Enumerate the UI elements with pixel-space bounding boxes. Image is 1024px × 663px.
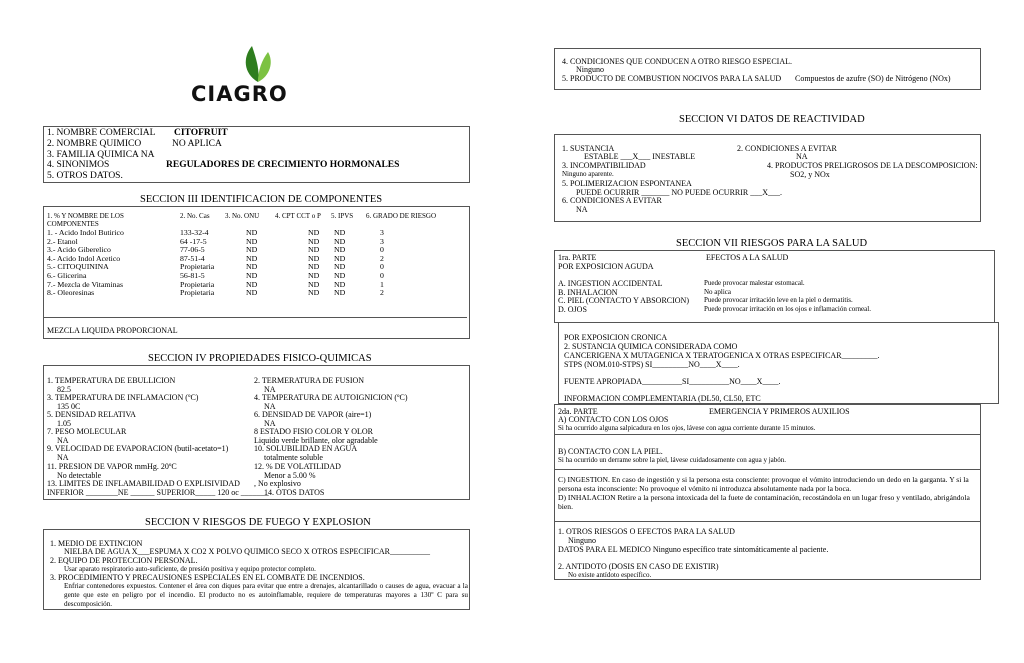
- polimerizacion-label: 5. POLIMERIZACION ESPONTANEA: [562, 179, 692, 188]
- section3-footer: MEZCLA LIQUIDA PROPORCIONAL: [47, 326, 178, 335]
- property-text: 7. PESO MOLECULAR: [47, 427, 127, 436]
- productos-descomposicion-label: 4. PRODUCTOS PRELIGROSOS DE LA DESCOMPOSICION:: [767, 161, 978, 170]
- component-cell: 5.- CITOQUININA: [47, 262, 109, 272]
- component-cell: ND: [246, 262, 258, 272]
- section3-title: SECCION III IDENTIFICACION DE COMPONENTES: [140, 194, 383, 205]
- property-text: INFERIOR ________NE ______ SUPERIOR_____ 120 oc _______: [47, 488, 269, 497]
- contacto-piel: B) CONTACTO CON LA PIEL.: [558, 447, 663, 456]
- procedimiento-text: Enfriar contenedores expuestos. Contener el área con diques para evitar que entre a drenajes, alcantarillado o causes de agua, evacuar a la gente que este en peligro por el incendio. El producto no es autoinflamable, requiere de temperaturas mayores a 130º C para su descomposición.: [64, 582, 468, 608]
- otros-riesgos: 1. OTROS RIESGOS O EFECTOS PARA LA SALUD: [558, 527, 735, 536]
- nombre-comercial-value: CITOFRUIT: [174, 128, 228, 138]
- informacion-complementaria: INFORMACION COMPLEMENTARIA (DL50, CL50, ETC: [564, 394, 761, 403]
- contacto-ojos-text: Si ha ocurrido alguna salpicadura en los ojos, lávese con agua corriente durante 15 minutos.: [558, 424, 816, 432]
- effect-description: No aplica: [704, 287, 732, 296]
- incompatibilidad-label: 3. INCOMPATIBILIDAD: [562, 161, 646, 170]
- component-cell: 2.- Etanol: [47, 236, 78, 246]
- component-cell: ND: [246, 288, 258, 298]
- component-row: [47, 289, 400, 298]
- component-cell: ND: [334, 228, 346, 237]
- property-text: No detectable: [57, 471, 102, 480]
- section4-title: SECCION IV PROPIEDADES FISICO-QUIMICAS: [148, 353, 372, 364]
- components-table: [47, 229, 400, 298]
- sustancia-considerada: 2. SUSTANCIA QUIMICA CONSIDERADA COMO: [564, 342, 738, 351]
- nombre-comercial-label: 1. NOMBRE COMERCIAL: [47, 128, 156, 138]
- component-cell: 1: [380, 279, 384, 289]
- component-row: [47, 281, 400, 290]
- nombre-quimico-label: 2. NOMBRE QUIMICO: [47, 139, 142, 149]
- contacto-ojos: A) CONTACTO CON LOS OJOS: [558, 415, 669, 424]
- component-cell: ND: [308, 262, 320, 272]
- inhalacion-text: D) INHALACION Retire a la persona intoxicada del la fuete de contaminación, recostándola en un lugar freso y ventilado, abrigándola bien.: [558, 493, 970, 511]
- antidoto: 2. ANTIDOTO (DOSIS EN CASO DE EXISTIR): [558, 562, 719, 571]
- productos-descomposicion-value: SO2, y NOx: [790, 170, 830, 179]
- component-cell: ND: [334, 236, 346, 246]
- component-row: [47, 229, 400, 238]
- section7-title: SECCION VII RIESGOS PARA LA SALUD: [676, 238, 868, 249]
- component-cell: 3: [380, 228, 384, 237]
- component-cell: ND: [246, 245, 258, 255]
- property-text: 8 ESTADO FISIO COLOR Y OLOR: [254, 427, 373, 436]
- component-cell: ND: [334, 253, 346, 263]
- component-cell: Propietaria: [180, 262, 215, 272]
- component-cell: ND: [308, 279, 320, 289]
- component-cell: 1. - Acido Indol Butirico: [47, 228, 124, 237]
- component-cell: ND: [246, 228, 258, 237]
- exposure-route: B. INHALACION: [558, 287, 618, 297]
- property-text: 1.05: [57, 419, 71, 428]
- component-cell: ND: [334, 288, 346, 298]
- producto-combustion: 5. PRODUCTO DE COMBUSTION NOCIVOS PARA LA SALUD: [562, 74, 782, 83]
- condiciones-riesgo-value: Ninguno: [576, 65, 604, 74]
- cancerigena-line: CANCERIGENA X MUTAGENICA X TERATOGENICA X OTRAS ESPECIFICAR_________.: [564, 351, 880, 360]
- property-text: 13. LIMITES DE INFLAMABILIDAD O EXPLISIVIDAD: [47, 479, 240, 488]
- section6-title: SECCION VI DATOS DE REACTIVIDAD: [679, 114, 865, 125]
- producto-combustion-value: Compuestos de azufre (SO) de Nitrógeno (NOx): [795, 74, 951, 83]
- equipo-proteccion-text: Usar aparato respiratorio auto-suficiente, de presión positiva y equipo protector completo.: [64, 565, 316, 573]
- property-text: Menor a 5.00 %: [264, 471, 316, 480]
- datos-medico: DATOS PARA EL MEDICO Ninguno específico trate sintomáticamente al paciente.: [558, 545, 829, 554]
- property-text: 135 0C: [57, 402, 81, 411]
- sustancia-label: 1. SUSTANCIA: [562, 144, 615, 153]
- header-ipvs: 5. IPVS: [331, 212, 354, 220]
- component-cell: ND: [334, 279, 346, 289]
- property-text: 3. TEMPERATURA DE INFLAMACION (ºC): [47, 393, 199, 402]
- section5-title: SECCION V RIESGOS DE FUEGO Y EXPLOSION: [145, 517, 371, 528]
- part1-heading: EFECTOS A LA SALUD: [706, 253, 789, 262]
- property-text: , No explosivo: [254, 479, 301, 488]
- property-text: 9. VELOCIDAD DE EVAPORACION (butil-acetato=1): [47, 444, 229, 453]
- part1-label: 1ra. PARTE: [558, 253, 597, 262]
- property-text: 14. OTOS DATOS: [264, 488, 325, 497]
- component-cell: 77-06-5: [180, 245, 205, 255]
- part2-label: 2da. PARTE: [558, 407, 598, 416]
- component-cell: ND: [334, 262, 346, 272]
- familia-quimica-label: 3. FAMILIA QUIMICA NA: [47, 150, 155, 160]
- effect-description: Puede provocar malestar estomacal.: [704, 279, 805, 287]
- property-text: 82.5: [57, 385, 71, 394]
- condiciones-evitar-value: NA: [796, 152, 808, 161]
- component-cell: 3.- Acido Giberelico: [47, 245, 111, 255]
- extinguishers: NIELBA DE AGUA X___ESPUMA X CO2 X POLVO QUIMICO SECO X OTROS ESPECIFICAR__________: [64, 547, 430, 556]
- component-cell: ND: [334, 245, 346, 255]
- property-text: NA: [57, 453, 69, 462]
- otros-datos-label: 5. OTROS DATOS.: [47, 171, 123, 181]
- special-risk-box: [554, 48, 981, 90]
- sinonimos-value: REGULADORES DE CRECIMIENTO HORMONALES: [166, 160, 400, 170]
- condiciones-evitar2-value: NA: [576, 205, 588, 214]
- header-cas: 2. No. Cas: [180, 212, 210, 220]
- component-cell: ND: [246, 279, 258, 289]
- property-text: 5. DENSIDAD RELATIVA: [47, 410, 136, 419]
- component-cell: 133-32-4: [180, 228, 209, 237]
- antidoto-value: No existe antídoto específico.: [568, 571, 652, 579]
- condiciones-evitar2-label: 6. CONDICIONES A EVITAR: [562, 196, 662, 205]
- property-text: totalmente soluble: [264, 453, 323, 462]
- property-text: 10. SOLUBILIDAD EN AGUA: [254, 444, 358, 453]
- sustancia-value: ESTABLE ___X___ INESTABLE: [584, 152, 696, 161]
- exposicion-cronica: POR EXPOSICION CRONICA: [564, 333, 668, 342]
- nombre-quimico-value: NO APLICA: [172, 139, 222, 149]
- exposicion-aguda: POR EXPOSICION AGUDA: [558, 262, 654, 271]
- property-text: 12. % DE VOLATILIDAD: [254, 462, 341, 471]
- property-text: Liquido verde brillante, olor agradable: [254, 436, 378, 445]
- property-text: 6. DENSIDAD DE VAPOR (aire=1): [254, 410, 372, 419]
- effect-description: Puede provocar irritación leve en la piel o dermatitis.: [704, 296, 853, 305]
- otros-riesgos-value: Ninguno: [568, 536, 596, 545]
- medio-extincion: 1. MEDIO DE EXTINCION: [50, 539, 143, 548]
- component-cell: ND: [308, 253, 320, 263]
- property-text: 2. TERMERATURA DE FUSION: [254, 376, 365, 385]
- component-cell: 4.- Acido Indol Acetico: [47, 253, 121, 263]
- exposure-route: A. INGESTION ACCIDENTAL: [558, 279, 663, 288]
- component-cell: ND: [246, 236, 258, 246]
- procedimiento: 3. PROCEDIMIENTO Y PRECAUSIONES ESPECIALES EN EL COMBATE DE INCENDIOS.: [50, 573, 365, 582]
- property-text: 1. TEMPERATURA DE EBULLICION: [47, 376, 176, 385]
- property-text: NA: [264, 419, 276, 428]
- component-cell: ND: [308, 236, 320, 246]
- component-cell: Propietaria: [180, 288, 215, 298]
- exposure-route: D. OJOS: [558, 304, 587, 314]
- component-cell: ND: [308, 288, 320, 298]
- logo-text: CIAGRO: [191, 82, 288, 106]
- component-cell: Propietaria: [180, 279, 215, 289]
- component-cell: 2: [380, 288, 384, 298]
- component-cell: ND: [308, 228, 320, 237]
- component-cell: 64 -17-5: [180, 236, 207, 246]
- exposure-route: C. PIEL (CONTACTO Y ABSORCION): [558, 296, 689, 306]
- effect-description: Puede provocar irritación en los ojos e inflamación corneal.: [704, 304, 871, 313]
- ciagro-logo: [190, 44, 325, 106]
- ingestion-text: C) INGESTION. En caso de ingestión y si la persona esta consciente: provoque el vómito introduciendo un dedo en la garganta. Y si la persona esta inconsciente: No provoque el vómito ni introduzca absolutamente nada por la boca.: [558, 475, 969, 493]
- condiciones-evitar-label: 2. CONDICIONES A EVITAR: [737, 144, 837, 153]
- fuente-line: FUENTE APROPIADA__________SI__________NO____X____.: [564, 377, 781, 386]
- component-cell: 0: [380, 270, 384, 280]
- component-cell: 8.- Oleoresinas: [47, 288, 95, 298]
- component-cell: 6.- Glicerina: [47, 270, 87, 280]
- component-cell: ND: [246, 253, 258, 263]
- property-text: NA: [57, 436, 69, 445]
- component-cell: 0: [380, 245, 384, 255]
- component-cell: ND: [308, 245, 320, 255]
- condiciones-riesgo: 4. CONDICIONES QUE CONDUCEN A OTRO RIESGO ESPECIAL.: [562, 57, 793, 66]
- component-cell: ND: [308, 270, 320, 280]
- polimerizacion-value: PUEDE OCURRIR _______ NO PUEDE OCURRIR ___X___.: [576, 188, 783, 197]
- property-text: NA: [264, 402, 276, 411]
- component-cell: 2: [380, 253, 384, 263]
- contacto-piel-text: Si ha ocurrido un derrame sobre la piel, lávese cuidadosamente con agua y jabón.: [558, 456, 787, 464]
- property-text: NA: [264, 385, 276, 394]
- component-cell: ND: [246, 270, 258, 280]
- property-text: 4. TEMPERATURA DE AUTOIGNICION (ºC): [254, 393, 408, 402]
- header-riesgo: 6. GRADO DE RIESGO: [366, 212, 436, 220]
- component-cell: ND: [334, 270, 346, 280]
- header-components: 1. % Y NOMBRE DE LOS COMPONENTES: [47, 212, 124, 228]
- stps-line: STPS (NOM.010-STPS) SI_________NO____X____.: [564, 360, 740, 369]
- component-cell: 3: [380, 236, 384, 246]
- component-cell: 7.- Mezcla de Vitaminas: [47, 279, 124, 289]
- component-cell: 0: [380, 262, 384, 272]
- header-onu: 3. No. ONU: [225, 212, 260, 220]
- part2-heading: EMERGENCIA Y PRIMEROS AUXILIOS: [709, 407, 850, 416]
- component-cell: 87-51-4: [180, 253, 205, 263]
- component-cell: 56-81-5: [180, 270, 205, 280]
- component-row: [47, 263, 400, 272]
- header-cpt: 4. CPT CCT o P: [275, 212, 321, 220]
- property-text: 11. PRESION DE VAPOR mmHg. 20ºC: [47, 462, 177, 471]
- sinonimos-label: 4. SINONIMOS: [47, 160, 110, 170]
- leaf-icon: [240, 44, 276, 84]
- incompatibilidad-value: Ninguno aparente.: [562, 170, 614, 178]
- equipo-proteccion: 2. EQUIPO DE PROTECCION PERSONAL.: [50, 556, 198, 565]
